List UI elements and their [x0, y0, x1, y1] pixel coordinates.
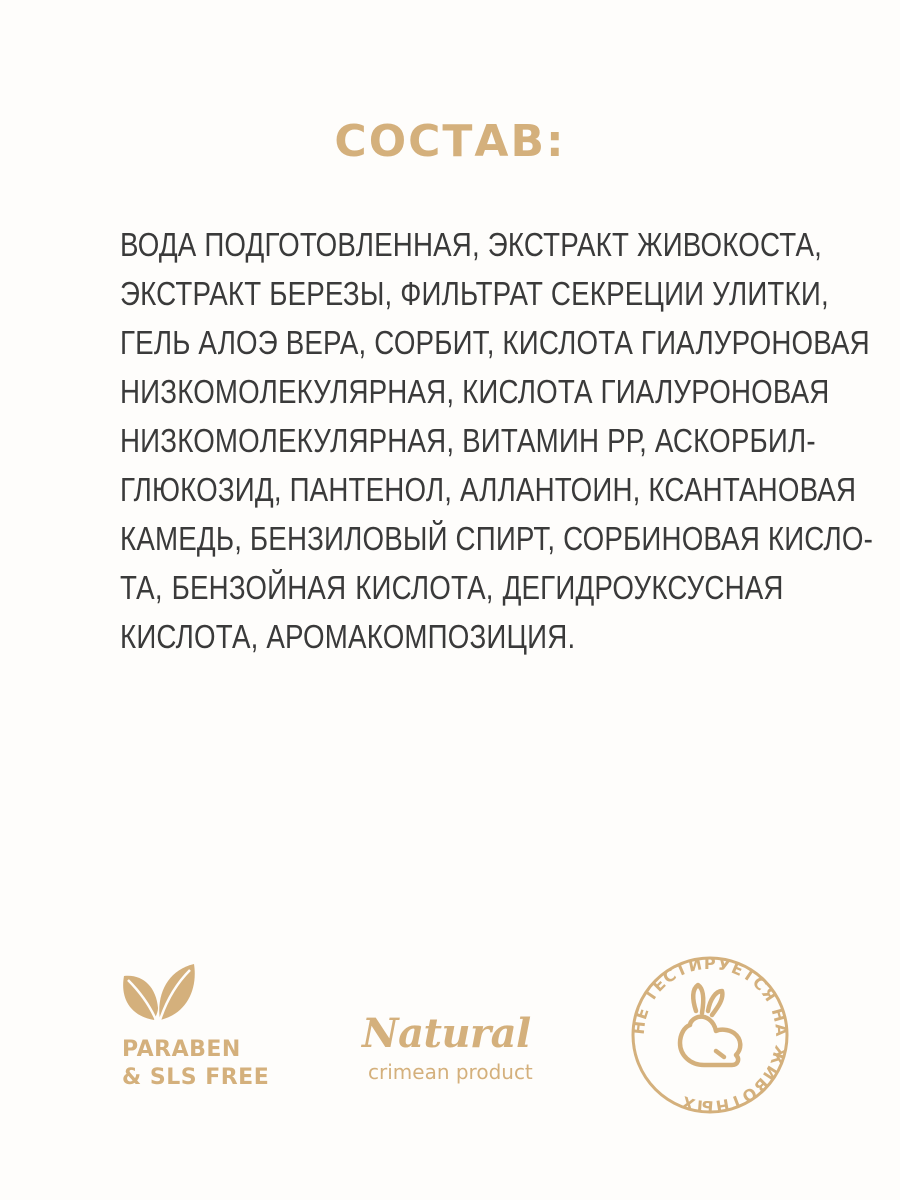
- ingredients-line: КАМЕДЬ, БЕНЗИЛОВЫЙ СПИРТ, СОРБИНОВАЯ КИСЛО-: [120, 520, 874, 557]
- paraben-free-badge: [112, 960, 312, 1100]
- leaf-icon: [120, 960, 196, 1022]
- ingredients-line: ЭКСТРАКТ БЕРЕЗЫ, ФИЛЬТРАТ СЕКРЕЦИИ УЛИТКИ,: [120, 275, 829, 312]
- ingredients-list: [120, 220, 874, 661]
- paraben-line-2: & SLS FREE: [122, 1065, 270, 1090]
- ingredients-line: НИЗКОМОЛЕКУЛЯРНАЯ, КИСЛОТА ГИАЛУРОНОВАЯ: [120, 373, 830, 410]
- natural-logo: [362, 1010, 582, 1100]
- natural-subtitle: crimean product: [368, 1060, 533, 1084]
- natural-wordmark: Natural: [362, 1010, 531, 1057]
- rabbit-icon: [680, 985, 740, 1065]
- ingredients-line: ГЕЛЬ АЛОЭ ВЕРА, СОРБИТ, КИСЛОТА ГИАЛУРОНОВАЯ: [120, 324, 870, 361]
- not-tested-on-animals-stamp: [630, 955, 790, 1115]
- ingredients-line: ТА, БЕНЗОЙНАЯ КИСЛОТА, ДЕГИДРОУКСУСНАЯ: [120, 569, 784, 606]
- ingredients-line: ГЛЮКОЗИД, ПАНТЕНОЛ, АЛЛАНТОИН, КСАНТАНОВАЯ: [120, 471, 857, 508]
- paraben-line-1: PARABEN: [122, 1037, 241, 1062]
- ingredients-line: КИСЛОТА, АРОМАКОМПОЗИЦИЯ.: [120, 618, 576, 655]
- page-title: СОСТАВ:: [334, 116, 566, 167]
- ingredients-line: НИЗКОМОЛЕКУЛЯРНАЯ, ВИТАМИН РР, АСКОРБИЛ-: [120, 422, 816, 459]
- paraben-free-text: [122, 1036, 269, 1092]
- stamp-ring-text: НЕ ТЕСТИРУЕТСЯ НА ЖИВОТНЫХ: [630, 955, 790, 1115]
- ingredients-line: ВОДА ПОДГОТОВЛЕННАЯ, ЭКСТРАКТ ЖИВОКОСТА,: [120, 226, 822, 263]
- stamp-graphic: [630, 955, 790, 1115]
